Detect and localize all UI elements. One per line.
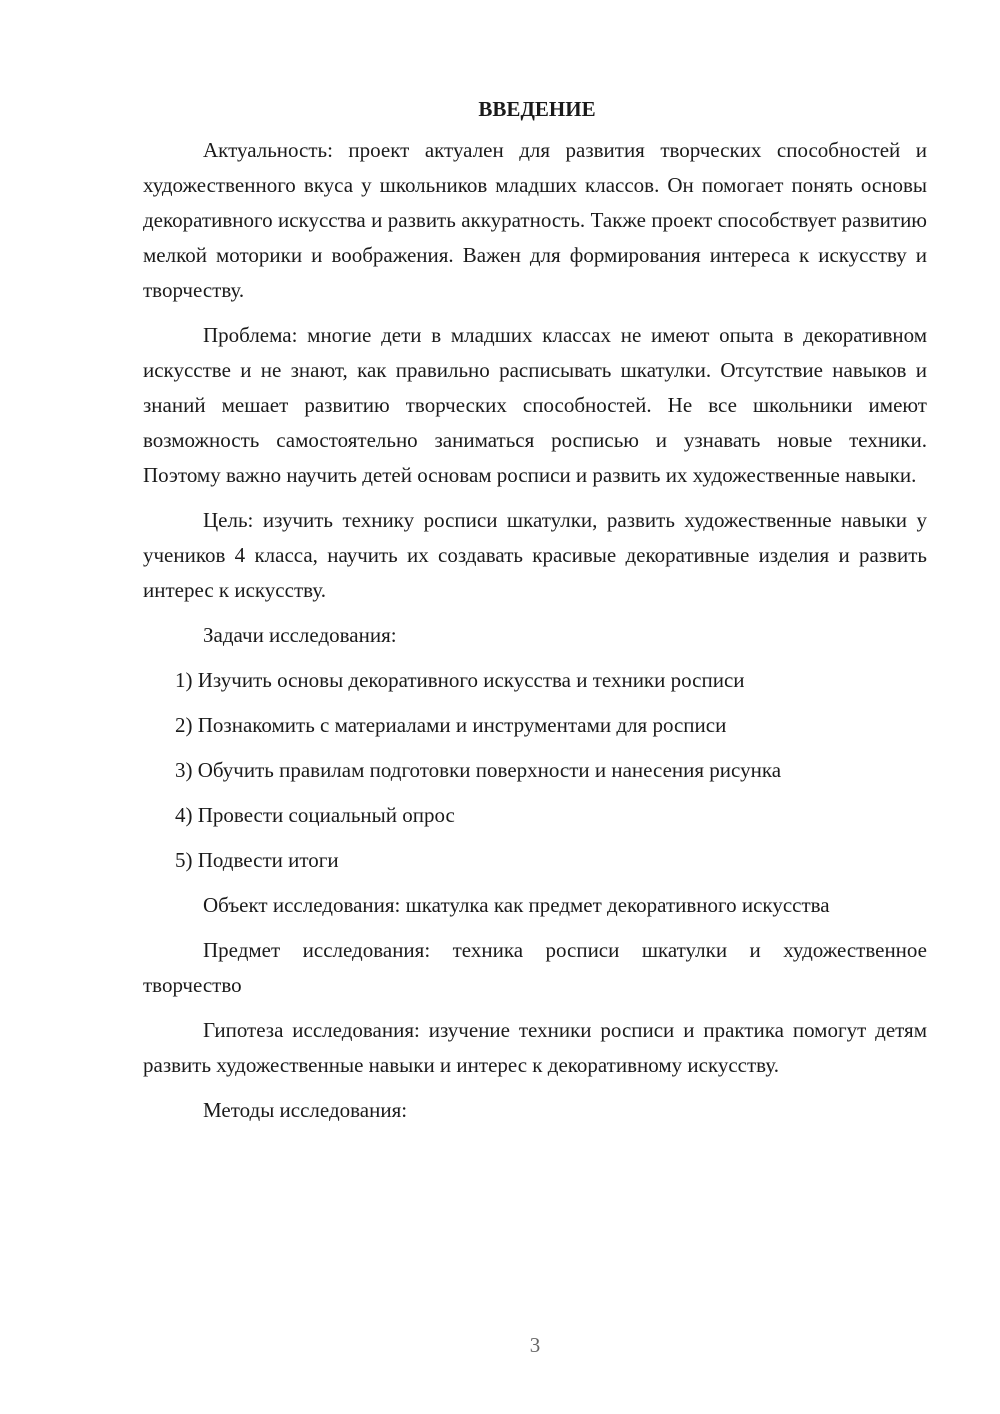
tasks-list xyxy=(143,663,927,878)
goal-paragraph: Цель: изучить технику росписи шкатулки, развить художественные навыки у учеников 4 класса, научить их создавать красивые декоративные изделия и развить интерес к искусству. xyxy=(143,508,927,602)
task-item-3: 3) Обучить правилам подготовки поверхности и нанесения рисунка xyxy=(175,758,782,782)
object-paragraph: Объект исследования: шкатулка как предмет декоративного искусства xyxy=(203,893,830,917)
hypothesis-paragraph: Гипотеза исследования: изучение техники росписи и практика помогут детям развить художественные навыки и интерес к декоративному искусству. xyxy=(143,1018,927,1077)
page-number: 3 xyxy=(529,1333,541,1357)
task-item-2: 2) Познакомить с материалами и инструментами для росписи xyxy=(175,713,727,737)
subject-paragraph: Предмет исследования: техника росписи шкатулки и художественное творчество xyxy=(143,938,927,997)
task-item-4: 4) Провести социальный опрос xyxy=(175,803,455,827)
task-item-5: 5) Подвести итоги xyxy=(175,848,339,872)
problem-paragraph: Проблема: многие дети в младших классах не имеют опыта в декоративном искусстве и не знают, как правильно расписывать шкатулки. Отсутствие навыков и знаний мешает развитию творческих способностей. Не все школьники имеют возможность самостоятельно заниматься росписью и узнавать новые техники. Поэтому важно научить детей основам росписи и развить их художественные навыки. xyxy=(143,323,927,487)
task-item-1: 1) Изучить основы декоративного искусства и техники росписи xyxy=(175,668,745,692)
tasks-heading: Задачи исследования: xyxy=(203,623,397,647)
methods-heading: Методы исследования: xyxy=(203,1098,408,1122)
document-page xyxy=(143,92,927,1138)
relevance-paragraph: Актуальность: проект актуален для развития творческих способностей и художественного вкуса у школьников младших классов. Он помогает понять основы декоративного искусства и развить аккуратность. Также проект способствует развитию мелкой моторики и воображения. Важен для формирования интереса к искусству и творчеству. xyxy=(143,138,927,302)
page-title: ВВЕДЕНИЕ xyxy=(478,97,596,121)
